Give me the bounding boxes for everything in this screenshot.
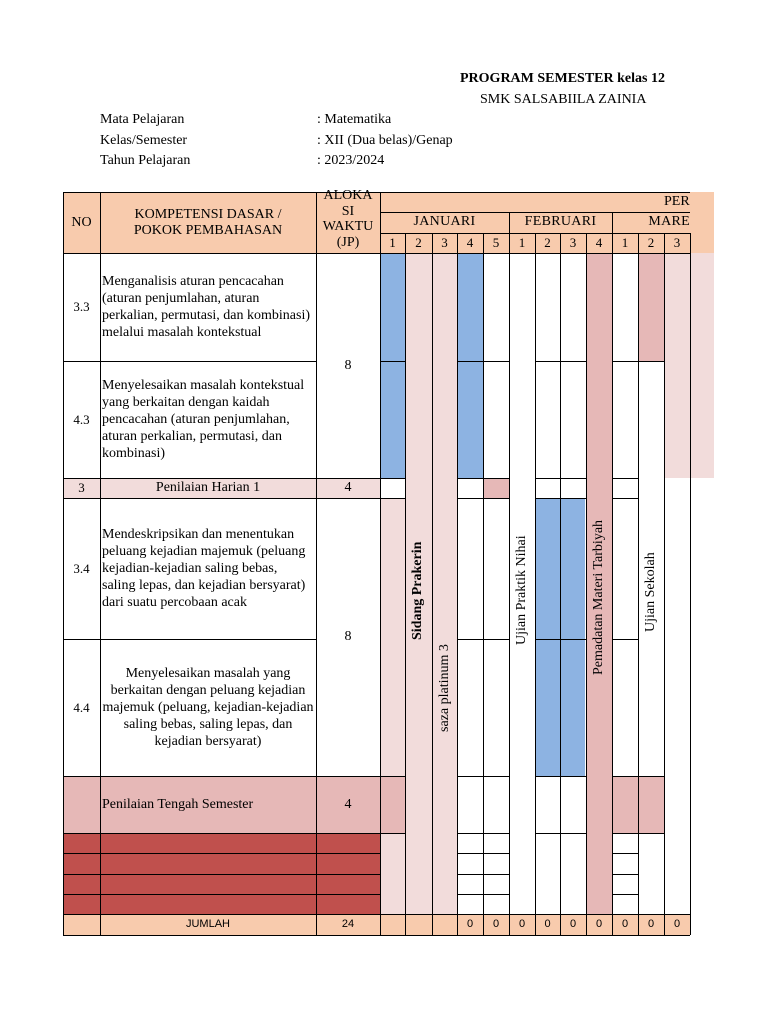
row-kd-text: Menganalisis aturan pencacahan (aturan penjumlahan, aturan perkalian, permutasi, dan kombinasi) melalui masalah kontekstual — [102, 274, 310, 340]
document-title: PROGRAM SEMESTER kelas 12 — [460, 71, 665, 86]
row-number: 3 — [78, 480, 85, 495]
jp-group-1: 8 — [344, 357, 352, 373]
week-header: 1 — [621, 235, 629, 250]
row-number: 3.3 — [73, 299, 90, 314]
total-week — [380, 914, 405, 935]
row-jp: 4 — [344, 480, 352, 495]
week-header: 1 — [389, 235, 396, 250]
week-header: 3 — [441, 235, 448, 250]
event-pemadatan-materi: Pemadatan Materi Tarbiyah — [591, 519, 606, 675]
info-label-year: Tahun Pelajaran — [100, 153, 191, 168]
info-value-year: : 2023/2024 — [317, 153, 385, 168]
info-value-class: : XII (Dua belas)/Genap — [317, 133, 453, 148]
total-week: 0 — [518, 918, 526, 930]
total-week: 0 — [647, 918, 655, 930]
col-header-per: PER — [664, 194, 690, 209]
week-header: 2 — [647, 235, 655, 250]
week-header: 5 — [492, 235, 500, 250]
row-kd-text: Penilaian Harian 1 — [155, 480, 261, 495]
total-week: 0 — [595, 918, 603, 930]
row-kd-text: Penilaian Tengah Semester — [102, 797, 254, 812]
total-label: JUMLAH — [185, 918, 230, 930]
month-february: FEBRUARI — [524, 214, 597, 229]
row-kd-text: Mendeskripsikan dan menentukan peluang kejadian majemuk (peluang kejadian-kejadian saling bebas, saling lepas, dan kejadian bersyarat) dari suatu percobaan acak — [102, 527, 306, 610]
total-week: 0 — [569, 918, 577, 930]
row-kd-text: Menyelesaikan masalah yang berkaitan dengan peluang kejadian majemuk (peluang, kejadian-kejadian saling bebas, saling lepas, dan kejadian bersyarat) — [102, 666, 314, 749]
event-saza-platinum: saza platinum 3 — [437, 644, 452, 732]
week-header: 3 — [569, 235, 577, 250]
week-header: 2 — [544, 235, 551, 250]
row-number: 4.3 — [73, 411, 90, 427]
week-header: 1 — [518, 235, 526, 250]
info-label-class: Kelas/Semester — [100, 133, 188, 148]
col-header-no: NO — [71, 214, 92, 230]
info-value-subject: : Matematika — [317, 112, 392, 127]
jp-group-2: 8 — [344, 629, 352, 644]
total-week: 0 — [466, 918, 474, 930]
total-week — [405, 914, 432, 935]
week-header: 4 — [466, 235, 474, 250]
total-week: 0 — [492, 918, 500, 930]
total-week — [432, 914, 457, 935]
total-jp: 24 — [341, 918, 355, 930]
week-header: 4 — [595, 235, 603, 250]
event-ujian-sekolah: Ujian Sekolah — [643, 552, 658, 632]
week-header: 2 — [415, 235, 422, 250]
month-january: JANUARI — [413, 214, 476, 229]
col-header-kd: KOMPETENSI DASAR / POKOK PEMBAHASAN — [133, 206, 283, 238]
row-number: 3.4 — [73, 560, 90, 576]
total-week: 0 — [544, 918, 551, 930]
event-sidang-prakerin: Sidang Prakerin — [410, 541, 425, 640]
info-label-subject: Mata Pelajaran — [100, 112, 185, 127]
school-name: SMK SALSABIILA ZAINIA — [480, 92, 647, 107]
total-week: 0 — [621, 918, 629, 930]
week-header: 3 — [673, 235, 681, 250]
row-number: 4.4 — [73, 699, 90, 715]
month-march: MARE — [648, 214, 690, 229]
row-kd-text: Menyelesaikan masalah kontekstual yang berkaitan dengan kaidah pencacahan (aturan penjumlahan, aturan perkalian, permutasi, dan kombinasi) — [102, 378, 305, 461]
row-jp: 4 — [344, 796, 352, 812]
col-header-alokasi: ALOKA SI WAKTU (JP) — [322, 188, 374, 250]
event-ujian-praktik: Ujian Praktik Nihai — [514, 535, 529, 645]
total-week: 0 — [673, 918, 681, 930]
